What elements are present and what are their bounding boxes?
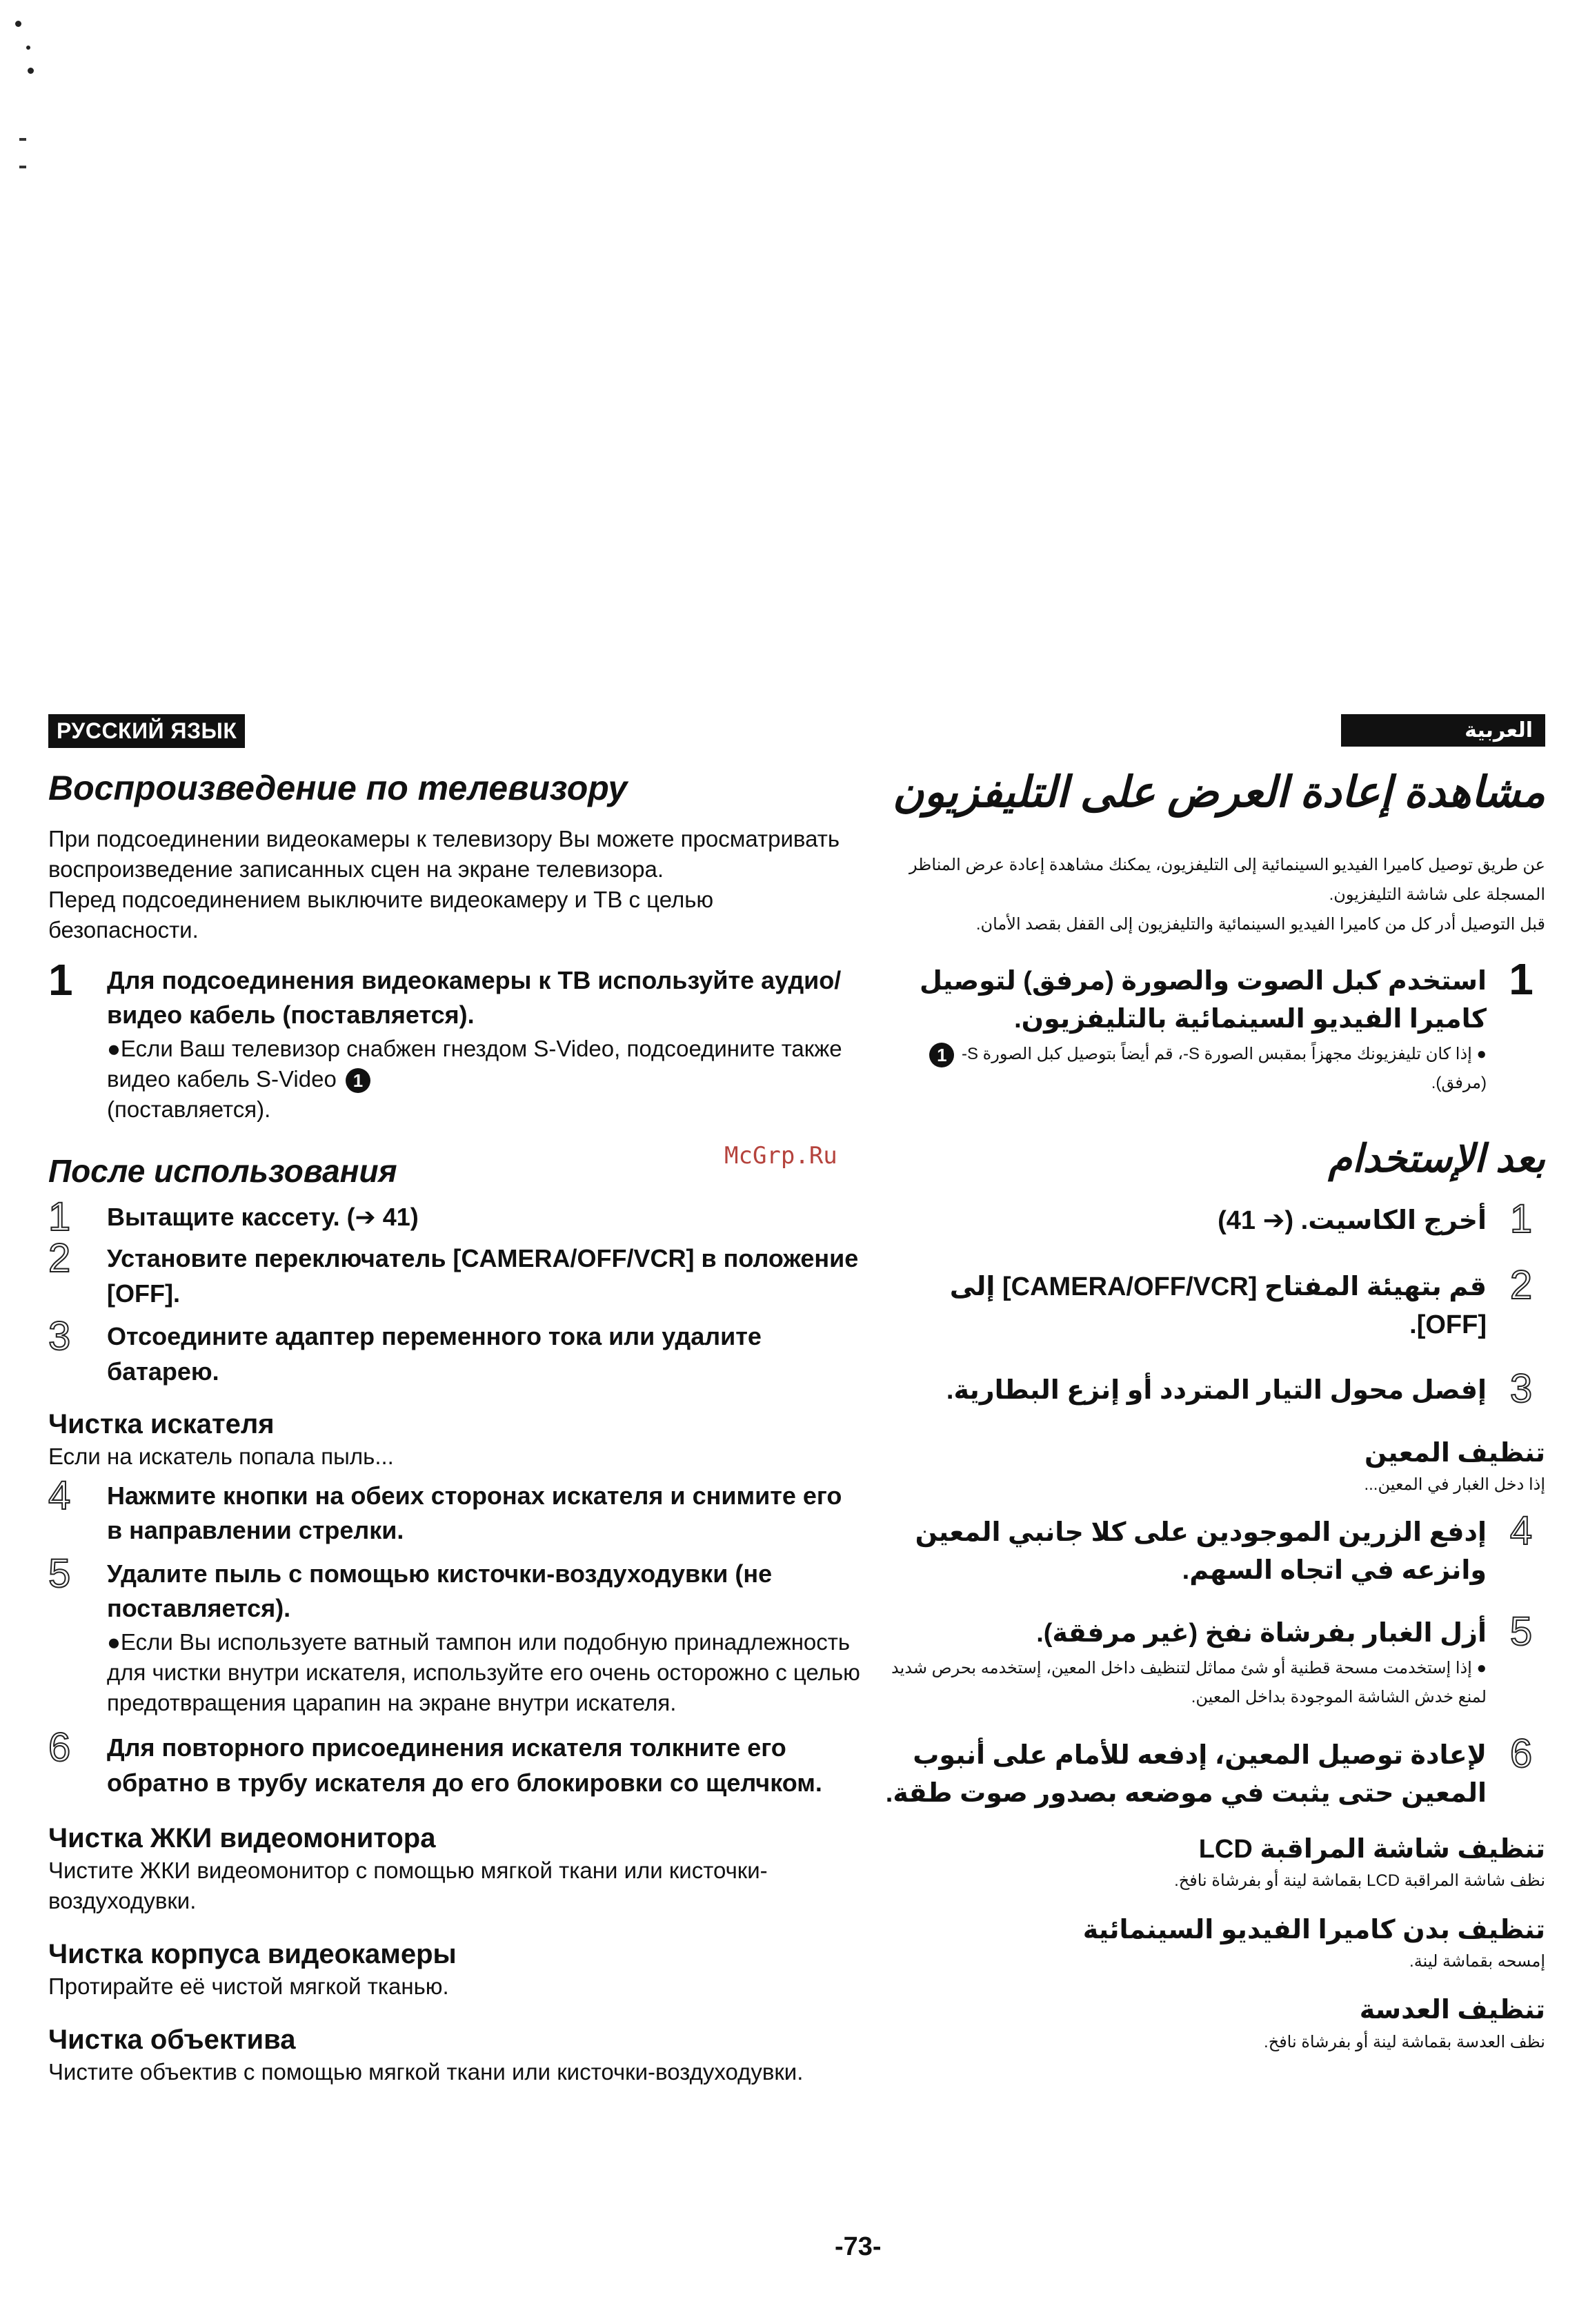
viewfinder-step bbox=[876, 1508, 1545, 1590]
after-step bbox=[876, 1366, 1545, 1411]
body-heading: Чистка корпуса видеокамеры bbox=[48, 1938, 457, 1969]
after-step bbox=[876, 1197, 1545, 1242]
viewfinder-step bbox=[48, 1550, 862, 1718]
step-number: 1 bbox=[48, 1194, 71, 1240]
scan-dash bbox=[19, 166, 26, 168]
step-number: 5 bbox=[1509, 1608, 1533, 1654]
safety-text: قبل التوصيل أدر كل من كاميرا الفيديو السينمائية والتليفزيون إلى القفل بقصد الأمان. bbox=[975, 914, 1545, 934]
step-number: 4 bbox=[48, 1473, 71, 1518]
after-step bbox=[48, 1314, 862, 1389]
step-note: ●Если Вы используете ватный тампон или подобную принадлежность для чистки внутри искателя, используйте его очень осторожно с целью предотвращения царапин на экране внутри искателя. bbox=[107, 1629, 860, 1716]
viewfinder-step bbox=[48, 1473, 862, 1548]
step-number: 6 bbox=[48, 1725, 71, 1771]
lcd-text: Чистите ЖКИ видеомонитор с помощью мягкой ткани или кисточки-воздуходувки. bbox=[48, 1857, 768, 1913]
step-text: لإعادة توصيل المعين، إدفعه للأمام على أنبوب المعين حتى يثبت في موضعه بصدور صوت طقة. bbox=[885, 1740, 1487, 1808]
body-heading: تنظيف بدن كاميرا الفيديو السينمائية bbox=[1082, 1915, 1545, 1944]
scan-speck bbox=[15, 21, 21, 27]
step-number: 5 bbox=[48, 1550, 71, 1596]
step-number: 4 bbox=[1509, 1508, 1533, 1553]
viewfinder-heading: Чистка искателя bbox=[48, 1409, 275, 1440]
step-text: استخدم كبل الصوت والصورة (مرفق) لتوصيل كاميرا الفيديو السينمائية بالتليفزيون. bbox=[919, 967, 1487, 1034]
viewfinder-intro: Если на искатель попала пыль... bbox=[48, 1444, 394, 1470]
step-text: أخرج الكاسيت. (➔ 41) bbox=[1218, 1206, 1487, 1236]
step-text: Установите переключатель [CAMERA/OFF/VCR] в положение [OFF]. bbox=[107, 1244, 859, 1308]
after-step bbox=[48, 1236, 862, 1311]
step-number: 3 bbox=[1509, 1366, 1533, 1411]
step-text: Отсоедините адаптер переменного тока или удалите батарею. bbox=[107, 1322, 762, 1386]
step-text: إدفع الزرين الموجودين على كلا جانبي المعين وانزعه في اتجاه السهم. bbox=[915, 1517, 1487, 1585]
body-text: Протирайте её чистой мягкой тканью. bbox=[48, 1973, 449, 1999]
lcd-heading: تنظيف شاشة المراقبة LCD bbox=[1198, 1834, 1545, 1864]
body-text: إمسحه بقماشة لينة. bbox=[1409, 1952, 1545, 1971]
scan-speck bbox=[28, 68, 34, 74]
step-text: Удалите пыль с помощью кисточки-воздуходувки (не поставляется). bbox=[107, 1559, 773, 1623]
after-use-heading: После использования bbox=[48, 1152, 397, 1189]
page-title: مشاهدة إعادة العرض على التليفزيون bbox=[892, 769, 1545, 816]
step-connect bbox=[876, 954, 1545, 1098]
safety-text: Перед подсоединением выключите видеокамеру и ТВ с целью безопасности. bbox=[48, 886, 714, 943]
step-text: Нажмите кнопки на обеих сторонах искателя и снимите его в направлении стрелки. bbox=[107, 1481, 842, 1545]
page-number: -73- bbox=[835, 2232, 882, 2261]
lcd-heading: Чистка ЖКИ видеомонитора bbox=[48, 1822, 436, 1853]
viewfinder-step bbox=[48, 1725, 862, 1800]
step-number: 1 bbox=[48, 954, 73, 1005]
step-number: 2 bbox=[1509, 1262, 1533, 1308]
callout-number-icon: 1 bbox=[346, 1068, 370, 1093]
intro-text: عن طريق توصيل كاميرا الفيديو السينمائية إلى التليفزيون، يمكنك مشاهدة إعادة عرض المناظر المسجلة على شاشة التليفزيون. bbox=[909, 855, 1545, 904]
step-number: 1 bbox=[1509, 954, 1534, 1005]
step-note: ● إذا كان تليفزيونك مجهزاً بمقبس الصورة S-، قم أيضاً بتوصيل كبل الصورة S- 1 (مرفق). bbox=[876, 1040, 1487, 1098]
scan-dash bbox=[19, 138, 26, 141]
viewfinder-intro: إذا دخل الغبار في المعين... bbox=[1364, 1475, 1545, 1495]
lens-text: Чистите объектив с помощью мягкой ткани или кисточки-воздуходувки. bbox=[48, 2058, 804, 2085]
page-title: Воспроизведение по телевизору bbox=[48, 769, 628, 807]
step-number: 2 bbox=[48, 1236, 71, 1281]
step-text: Для повторного присоединения искателя толкните его обратно в трубу искателя до его блокировки со щелчком. bbox=[107, 1733, 822, 1797]
after-step bbox=[876, 1262, 1545, 1344]
language-tag: العربية bbox=[1341, 714, 1545, 747]
callout-number-icon: 1 bbox=[929, 1043, 954, 1067]
viewfinder-step bbox=[876, 1608, 1545, 1712]
viewfinder-heading: تنظيف المعين bbox=[1364, 1438, 1545, 1468]
intro-text: При подсоединении видеокамеры к телевизору Вы можете просматривать воспроизведение записанных сцен на экране телевизора. bbox=[48, 826, 840, 882]
language-tag: РУССКИЙ ЯЗЫК bbox=[48, 714, 245, 748]
step-text: Вытащите кассету. (➔ 41) bbox=[107, 1203, 419, 1232]
step-text: أزل الغبار بفرشاة نفخ (غير مرفقة). bbox=[1036, 1618, 1487, 1648]
lens-text: نظف العدسة بقماشة لينة أو بفرشاة نافخ. bbox=[1264, 2032, 1545, 2051]
scan-speck bbox=[26, 46, 30, 50]
viewfinder-step bbox=[876, 1731, 1545, 1813]
step-text: Для подсоединения видеокамеры к ТВ используйте аудио/видео кабель (поставляется). bbox=[107, 965, 842, 1029]
after-use-heading: بعد الإستخدام bbox=[1328, 1136, 1545, 1181]
arabic-column bbox=[876, 714, 1545, 2057]
lcd-text: نظف شاشة المراقبة LCD بقماشة لينة أو بفرشاة نافخ. bbox=[1174, 1871, 1545, 1891]
step-text: قم بتهيئة المفتاح [CAMERA/OFF/VCR] إلى [OFF]. bbox=[949, 1272, 1487, 1339]
step-connect bbox=[48, 954, 862, 1125]
step-number: 3 bbox=[48, 1314, 71, 1359]
after-step bbox=[48, 1194, 862, 1240]
step-text: إفصل محول التيار المتردد أو إنزع البطارية. bbox=[946, 1375, 1487, 1405]
lens-heading: تنظيف العدسة bbox=[1359, 1996, 1545, 2025]
step-number: 6 bbox=[1509, 1731, 1533, 1776]
step-note: ● إذا إستخدمت مسحة قطنية أو شئ مماثل لتنظيف داخل المعين، إستخدمه بحرص شديد لمنع خدش الشاشة الموجودة بداخل المعين. bbox=[891, 1658, 1487, 1706]
step-number: 1 bbox=[1509, 1197, 1533, 1242]
step-note: ●Если Ваш телевизор снабжен гнездом S-Video, подсоедините также видео кабель S-Video 1 (поставляется). bbox=[107, 1036, 842, 1123]
lens-heading: Чистка объектива bbox=[48, 2024, 296, 2055]
watermark-text: McGrp.Ru bbox=[724, 1142, 837, 1170]
russian-column bbox=[48, 714, 862, 2087]
